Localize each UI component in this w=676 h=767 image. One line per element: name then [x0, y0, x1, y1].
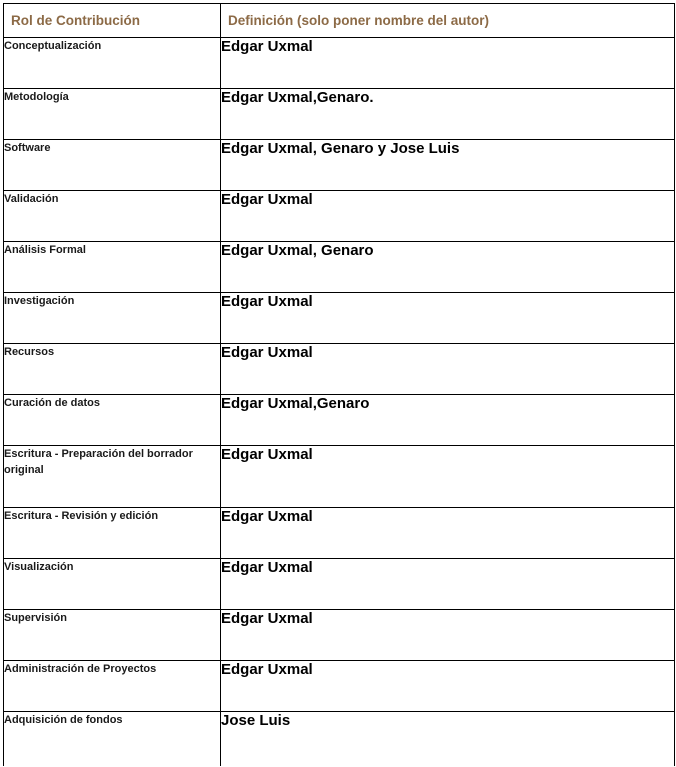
author-cell: Edgar Uxmal: [221, 293, 675, 344]
table-row: [4, 446, 675, 508]
author-cell: Edgar Uxmal, Genaro y Jose Luis: [221, 140, 675, 191]
header-definition-column: Definición (solo poner nombre del autor): [221, 4, 675, 38]
table-row: [4, 38, 675, 89]
role-cell: Visualización: [4, 559, 221, 610]
table-row: [4, 242, 675, 293]
author-cell: Edgar Uxmal: [221, 344, 675, 395]
table-row: [4, 344, 675, 395]
author-cell: Edgar Uxmal: [221, 191, 675, 242]
author-cell: Edgar Uxmal,Genaro.: [221, 89, 675, 140]
author-cell: Edgar Uxmal: [221, 446, 675, 508]
table-row: [4, 293, 675, 344]
table-header-row: [4, 4, 675, 38]
author-cell: Edgar Uxmal, Genaro: [221, 242, 675, 293]
table-row: [4, 508, 675, 559]
role-cell: Validación: [4, 191, 221, 242]
role-cell: Escritura - Revisión y edición: [4, 508, 221, 559]
author-cell: Edgar Uxmal: [221, 559, 675, 610]
role-cell: Administración de Proyectos: [4, 661, 221, 712]
table-row: [4, 661, 675, 712]
author-cell: Edgar Uxmal,Genaro: [221, 395, 675, 446]
role-cell: Investigación: [4, 293, 221, 344]
contribution-roles-table: [3, 3, 675, 766]
role-cell: Escritura - Preparación del borrador original: [4, 446, 221, 508]
role-cell: Software: [4, 140, 221, 191]
table-row: [4, 140, 675, 191]
author-cell: Jose Luis: [221, 712, 675, 766]
author-cell: Edgar Uxmal: [221, 610, 675, 661]
table-row: [4, 712, 675, 766]
role-cell: Recursos: [4, 344, 221, 395]
table-row: [4, 89, 675, 140]
role-cell: Análisis Formal: [4, 242, 221, 293]
role-cell: Supervisión: [4, 610, 221, 661]
author-cell: Edgar Uxmal: [221, 661, 675, 712]
author-cell: Edgar Uxmal: [221, 508, 675, 559]
role-cell: Metodología: [4, 89, 221, 140]
table-row: [4, 610, 675, 661]
table-row: [4, 191, 675, 242]
role-cell: Curación de datos: [4, 395, 221, 446]
header-role-column: Rol de Contribución: [4, 4, 221, 38]
table-row: [4, 395, 675, 446]
table-row: [4, 559, 675, 610]
role-cell: Conceptualización: [4, 38, 221, 89]
author-cell: Edgar Uxmal: [221, 38, 675, 89]
role-cell: Adquisición de fondos: [4, 712, 221, 766]
